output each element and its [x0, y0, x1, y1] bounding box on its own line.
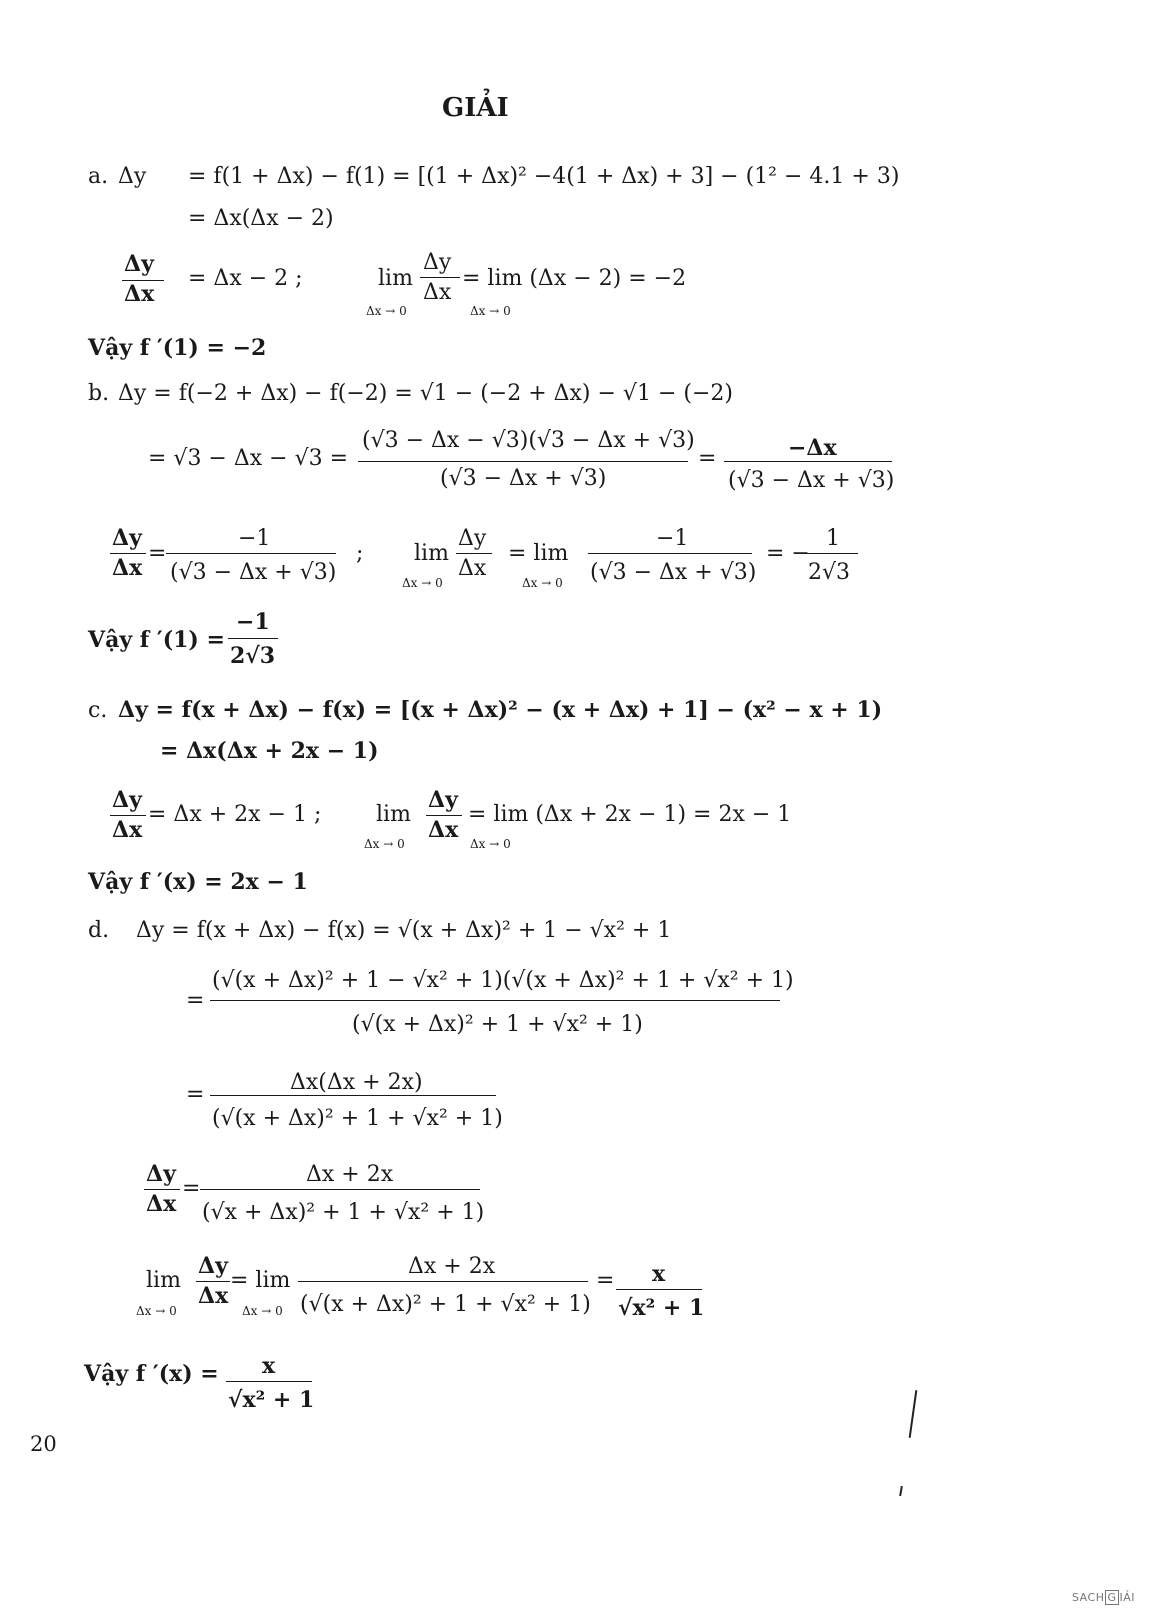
watermark-logo-box: G: [1107, 1591, 1117, 1604]
part-c-ratio-bar: [110, 815, 146, 816]
part-b-lim-denominator: Δx: [458, 556, 487, 581]
part-d-result-equals: =: [596, 1268, 615, 1293]
part-d-line-2-equals: =: [186, 988, 205, 1013]
part-d-lim2-subscript: Δx → 0: [242, 1304, 283, 1318]
part-b-conclusion-numerator: −1: [236, 609, 270, 635]
part-b-conclusion-denominator: 2√3: [230, 643, 276, 669]
part-d-conclusion-denominator: √x² + 1: [228, 1387, 315, 1413]
page-title: GIẢI: [442, 93, 509, 123]
part-c-lim2-subscript: Δx → 0: [470, 837, 511, 851]
part-b-lim: lim: [414, 541, 449, 566]
part-d-conclusion-bar: [226, 1381, 312, 1382]
part-b-frac1-numerator: (√3 − Δx − √3)(√3 − Δx + √3): [362, 428, 695, 453]
part-b-lim-subscript: Δx → 0: [402, 576, 443, 590]
part-d-ratio-numerator: Δy: [146, 1161, 176, 1187]
part-b-line-1: Δy = f(−2 + Δx) − f(−2) = √1 − (−2 + Δx) − √1 − (−2): [118, 381, 733, 406]
part-b-result-numerator: 1: [826, 526, 840, 551]
part-d-lim-numerator: Δy: [198, 1253, 228, 1279]
part-a-line-1: = f(1 + Δx) − f(1) = [(1 + Δx)² −4(1 + Δx) + 3] − (1² − 4.1 + 3): [188, 164, 900, 189]
part-b-frac2-bar: [724, 461, 892, 462]
part-a-lim-subscript: Δx → 0: [366, 304, 407, 318]
part-b-frac2-numerator: −Δx: [788, 435, 837, 461]
part-c-ratio-numerator: Δy: [112, 787, 142, 813]
part-d-ratio-frac-denominator: (√x + Δx)² + 1 + √x² + 1): [202, 1200, 485, 1225]
part-c-lim-numerator: Δy: [428, 787, 458, 813]
part-b-lim-equals: = lim: [508, 541, 569, 566]
part-d-lim-equals: = lim: [230, 1268, 291, 1293]
part-a-label: a.: [88, 164, 109, 189]
part-d-line-3-equals: =: [186, 1082, 205, 1107]
part-a-ratio-numerator: Δy: [124, 251, 154, 277]
part-d-lim-frac-numerator: Δx + 2x: [408, 1254, 496, 1279]
part-b-result-equals: = −: [766, 541, 810, 566]
part-d-ratio-denominator: Δx: [146, 1191, 177, 1217]
part-d-lim: lim: [146, 1268, 181, 1293]
part-b-frac1-denominator: (√3 − Δx + √3): [440, 466, 607, 491]
part-d-line-3-denominator: (√(x + Δx)² + 1 + √x² + 1): [212, 1106, 503, 1131]
part-b-conclusion-bar: [228, 638, 278, 639]
part-a-lim-denominator: Δx: [423, 280, 452, 305]
part-b-lim-bar: [456, 553, 492, 554]
part-a-lim2-subscript: Δx → 0: [470, 304, 511, 318]
part-c-line-1: Δy = f(x + Δx) − f(x) = [(x + Δx)² − (x + Δx) + 1] − (x² − x + 1): [118, 697, 883, 723]
part-d-line-2-numerator: (√(x + Δx)² + 1 − √x² + 1)(√(x + Δx)² + 1 + √x² + 1): [212, 968, 794, 993]
part-b-ratio-frac-bar: [166, 553, 336, 554]
part-b-semicolon: ;: [356, 541, 364, 566]
part-d-conclusion-numerator: x: [262, 1353, 276, 1379]
part-c-line-2: = Δx(Δx + 2x − 1): [160, 738, 379, 764]
part-d-result-numerator: x: [652, 1261, 666, 1287]
part-d-line-3-numerator: Δx(Δx + 2x): [290, 1070, 423, 1095]
part-d-ratio-equals: =: [182, 1176, 201, 1201]
part-d-result-denominator: √x² + 1: [618, 1295, 705, 1321]
part-a-ratio-denominator: Δx: [124, 281, 155, 307]
part-d-line-2-denominator: (√(x + Δx)² + 1 + √x² + 1): [352, 1012, 643, 1037]
part-c-conclusion: Vậy f ′(x) = 2x − 1: [88, 869, 308, 895]
part-d-conclusion: Vậy f ′(x) =: [84, 1361, 219, 1387]
part-a-lim-bar: [420, 277, 460, 278]
part-d-line-2-bar: [210, 1000, 780, 1001]
part-b-lim-frac-denominator: (√3 − Δx + √3): [590, 560, 757, 585]
part-b-frac2-denominator: (√3 − Δx + √3): [728, 468, 895, 493]
part-b-ratio-numerator: Δy: [112, 525, 142, 551]
page-number: 20: [30, 1432, 57, 1456]
part-b-frac1-bar: [358, 461, 688, 462]
part-d-ratio-frac-bar: [200, 1189, 480, 1190]
part-c-lim-denominator: Δx: [428, 817, 459, 843]
part-b-ratio-bar: [110, 553, 146, 554]
part-b-lim2-subscript: Δx → 0: [522, 576, 563, 590]
part-b-ratio-frac-numerator: −1: [238, 526, 271, 551]
part-c-lim-subscript: Δx → 0: [364, 837, 405, 851]
watermark-logo: [1072, 1590, 1135, 1605]
part-d-lim-frac-bar: [298, 1281, 588, 1282]
part-b-label: b.: [88, 381, 110, 406]
part-b-result-denominator: 2√3: [808, 560, 851, 585]
part-b-line-2-lead: = √3 − Δx − √3 =: [148, 446, 349, 471]
part-d-ratio-bar: [144, 1189, 180, 1190]
part-a-lim-numerator: Δy: [423, 250, 452, 275]
scan-mark: [909, 1390, 918, 1438]
part-d-ratio-frac-numerator: Δx + 2x: [306, 1162, 394, 1187]
part-a-delta-y: Δy: [118, 164, 147, 189]
part-a-line-2: = Δx(Δx − 2): [188, 206, 334, 231]
part-d-lim-bar: [196, 1281, 230, 1282]
part-b-result-bar: [806, 553, 858, 554]
watermark-logo-left: SACH: [1072, 1591, 1105, 1604]
part-b-frac-equals: =: [698, 446, 717, 471]
part-b-lim-frac-numerator: −1: [656, 526, 689, 551]
scan-mark: [899, 1486, 903, 1496]
part-b-conclusion: Vậy f ′(1) =: [88, 627, 225, 653]
part-c-ratio-denominator: Δx: [112, 817, 143, 843]
part-d-line-3-bar: [210, 1095, 496, 1096]
watermark-logo-right: IẢI: [1119, 1591, 1136, 1604]
part-a-lim: lim: [378, 266, 413, 291]
part-d-line-1: Δy = f(x + Δx) − f(x) = √(x + Δx)² + 1 − √x² + 1: [136, 918, 672, 943]
part-b-ratio-frac-denominator: (√3 − Δx + √3): [170, 560, 337, 585]
part-a-ratio-rhs: = Δx − 2 ;: [188, 266, 303, 291]
part-d-lim-denominator: Δx: [198, 1283, 229, 1309]
part-b-lim-frac-bar: [588, 553, 752, 554]
part-d-label: d.: [88, 918, 110, 943]
part-c-lim-bar: [426, 815, 462, 816]
part-c-lim: lim: [376, 802, 411, 827]
part-b-ratio-equals: =: [148, 541, 167, 566]
part-a-lim-rhs: = lim (Δx − 2) = −2: [462, 266, 687, 291]
part-d-lim-frac-denominator: (√(x + Δx)² + 1 + √x² + 1): [300, 1292, 591, 1317]
part-d-result-bar: [616, 1289, 702, 1290]
part-b-ratio-denominator: Δx: [112, 555, 143, 581]
part-c-label: c.: [88, 698, 108, 723]
part-d-lim-subscript: Δx → 0: [136, 1304, 177, 1318]
part-a-conclusion: Vậy f ′(1) = −2: [88, 335, 267, 361]
part-b-lim-numerator: Δy: [458, 526, 487, 551]
part-c-ratio-rhs: = Δx + 2x − 1 ;: [148, 802, 322, 827]
part-c-lim-rhs: = lim (Δx + 2x − 1) = 2x − 1: [468, 802, 792, 827]
